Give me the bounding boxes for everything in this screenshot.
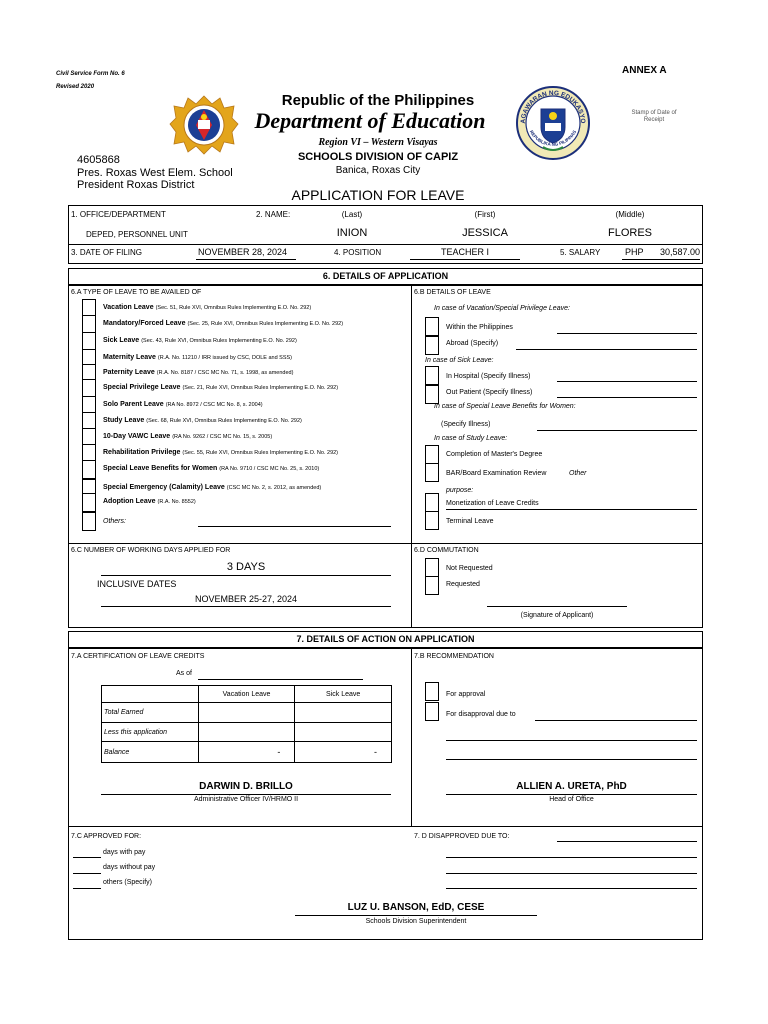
- as-of-line: [198, 679, 363, 680]
- school-name: Pres. Roxas West Elem. School: [77, 167, 233, 179]
- leave-type-item: [103, 465, 319, 473]
- other-label: Other: [569, 470, 587, 477]
- leave-checkbox[interactable]: [82, 493, 96, 512]
- leave-type-note: (Sec. 25, Rule XVI, Omnibus Rules Implementing E.O. No. 292): [187, 321, 344, 327]
- section6d-label: 6.D COMMUTATION: [414, 547, 479, 554]
- abroad-label: Abroad (Specify): [446, 340, 499, 347]
- first-name-label: (First): [474, 210, 496, 219]
- disapproval-line-3: [446, 759, 697, 760]
- first-name-value: JESSICA: [462, 227, 508, 239]
- days-without-pay-label: days without pay: [103, 864, 156, 871]
- leave-type-item: [103, 337, 297, 345]
- leave-type-name: Vacation Leave: [103, 304, 154, 311]
- school-id: 4605868: [77, 154, 120, 166]
- disapproved-line-1: [557, 841, 697, 842]
- others-line: [198, 526, 391, 527]
- middle-name-value: FLORES: [607, 227, 652, 239]
- within-line: [557, 333, 697, 334]
- leave-type-item: [103, 369, 293, 377]
- section7c-label: 7.C APPROVED FOR:: [71, 833, 142, 840]
- disapproval-line-2: [446, 740, 697, 741]
- leave-type-note: (R.A. No. 8187 / CSC MC No. 71, s. 1998, as amended): [156, 370, 294, 376]
- in-hospital-checkbox[interactable]: [425, 366, 439, 385]
- stamp-label: Stamp of Date of Receipt: [631, 110, 677, 123]
- leave-type-note: (Sec. 43, Rule XVI, Omnibus Rules Implementing E.O. No. 292): [141, 338, 297, 344]
- leave-type-item: [103, 498, 196, 506]
- leave-type-item: [103, 417, 302, 425]
- bar-review-checkbox[interactable]: [425, 463, 439, 482]
- district-name: President Roxas District: [77, 179, 195, 191]
- not-requested-checkbox[interactable]: [425, 558, 439, 577]
- section6-divider-v: [411, 285, 412, 628]
- applicant-divider: [68, 244, 703, 245]
- leave-type-note: (RA No. 9262 / CSC MC No. 15, s. 2005): [172, 434, 273, 440]
- office-label: 1. OFFICE/DEPARTMENT: [71, 210, 166, 219]
- leave-credits-table: [101, 685, 392, 763]
- for-approval-label: For approval: [446, 691, 486, 698]
- disapproved-line-2: [446, 857, 697, 858]
- leave-type-name: Special Emergency (Calamity) Leave: [103, 484, 225, 491]
- inclusive-dates-line: [101, 606, 391, 607]
- leave-type-name: 10-Day VAWC Leave: [103, 433, 171, 440]
- form-revision: Revised 2020: [56, 84, 95, 90]
- leave-type-name: Paternity Leave: [103, 369, 155, 376]
- requested-label: Requested: [446, 581, 480, 588]
- credits-cell-vl: -: [198, 742, 295, 763]
- leave-type-note: (CSC MC No. 2, s. 2012, as amended): [226, 485, 322, 491]
- section7-divider-h: [68, 826, 703, 827]
- leave-checkbox[interactable]: [82, 460, 96, 479]
- division-address: Banica, Roxas City: [335, 165, 421, 176]
- outpatient-line: [557, 397, 697, 398]
- in-hospital-label: In Hospital (Specify Illness): [446, 373, 531, 380]
- purpose-label: purpose:: [446, 487, 474, 494]
- inclusive-dates-value: NOVEMBER 25-27, 2024: [194, 594, 298, 604]
- credits-cell-sl: -: [295, 742, 392, 763]
- credits-cell-vl: [198, 703, 295, 723]
- approver-name: LUZ U. BANSON, EdD, CESE: [347, 902, 485, 913]
- leave-type-name: Mandatory/Forced Leave: [103, 320, 186, 327]
- last-name-value: INION: [336, 227, 368, 239]
- section6b-label: 6.B DETAILS OF LEAVE: [414, 289, 491, 296]
- approver-position: Schools Division Superintendent: [365, 918, 467, 925]
- leave-type-item: [103, 433, 272, 441]
- leave-type-note: (R.A. No. 8552): [157, 499, 196, 505]
- monetization-checkbox[interactable]: [425, 493, 439, 512]
- leave-type-note: (Sec. 51, Rule XVI, Omnibus Rules Implementing E.O. No. 292): [155, 305, 312, 311]
- study-header: In case of Study Leave:: [434, 435, 508, 442]
- monetization-line: [446, 509, 697, 510]
- days-with-pay-label: days with pay: [103, 849, 146, 856]
- leave-type-name: Maternity Leave: [103, 354, 156, 361]
- abroad-checkbox[interactable]: [425, 336, 439, 355]
- leave-type-name: Sick Leave: [103, 337, 140, 344]
- section7-divider-v: [411, 648, 412, 826]
- seal-text-bottom: REPUBLIKA NG PILIPINAS: [528, 129, 578, 147]
- credits-row-label: Total Earned: [102, 703, 199, 723]
- section7b-label: 7.B RECOMMENDATION: [414, 653, 494, 660]
- section7d-label: 7. D DISAPPROVED DUE TO:: [414, 833, 510, 840]
- credits-corner-cell: [102, 686, 199, 703]
- credits-cell-vl: [198, 723, 295, 742]
- form-number: Civil Service Form No. 6: [56, 71, 125, 77]
- leave-type-item: [103, 401, 263, 409]
- form-title: APPLICATION FOR LEAVE: [291, 187, 465, 203]
- disapproved-line-4: [446, 888, 697, 889]
- vacation-header: In case of Vacation/Special Privilege Leave:: [434, 305, 570, 312]
- name-label: 2. NAME:: [256, 210, 291, 219]
- position-line: [410, 259, 520, 260]
- credits-header-sick: Sick Leave: [295, 686, 392, 703]
- recommender-line: [446, 794, 697, 795]
- within-philippines-label: Within the Philippines: [446, 324, 513, 331]
- terminal-leave-checkbox[interactable]: [425, 511, 439, 530]
- masters-label: Completion of Master's Degree: [446, 451, 543, 458]
- disapproval-line-1: [535, 720, 697, 721]
- for-approval-checkbox[interactable]: [425, 682, 439, 701]
- days-with-pay-line: [73, 857, 101, 858]
- middle-name-label: (Middle): [615, 210, 645, 219]
- leave-type-item: [103, 320, 343, 328]
- disapproved-line-3: [446, 873, 697, 874]
- annex-label: ANNEX A: [622, 65, 667, 76]
- leave-type-name: Study Leave: [103, 417, 145, 424]
- position-value: TEACHER I: [440, 247, 489, 257]
- specify-illness-label: (Specify Illness): [441, 421, 491, 428]
- masters-checkbox[interactable]: [425, 445, 439, 464]
- leave-type-note: (RA No. 8972 / CSC MC No. 8, s. 2004): [165, 402, 263, 408]
- certifier-position: Administrative Officer IV/HRMO II: [193, 796, 299, 803]
- leave-type-name: Special Privilege Leave: [103, 384, 181, 391]
- salary-value: 30,587.00: [659, 247, 700, 257]
- women-header: In case of Special Leave Benefits for Women:: [434, 403, 576, 410]
- signature-line: [487, 606, 627, 607]
- leave-type-name: Special Leave Benefits for Women: [103, 465, 218, 472]
- recommender-position: Head of Office: [549, 796, 594, 803]
- leave-type-item: [103, 449, 338, 457]
- out-patient-checkbox[interactable]: [425, 385, 439, 404]
- for-disapproval-label: For disapproval due to: [446, 711, 516, 718]
- leave-type-note: (Sec. 21, Rule XVI, Omnibus Rules Implementing E.O. No. 292): [182, 385, 339, 391]
- seal-text: AGAWARAN NG EDUKASYO: [519, 89, 587, 124]
- salary-label: 5. SALARY: [560, 248, 601, 257]
- leave-type-note: (Sec. 55, Rule XVI, Omnibus Rules Implementing E.O. No. 292): [182, 450, 339, 456]
- days-applied-line: [101, 575, 391, 576]
- within-philippines-checkbox[interactable]: [425, 317, 439, 336]
- section6-divider-h: [68, 543, 703, 544]
- leave-type-name: Solo Parent Leave: [103, 401, 164, 408]
- credits-cell-sl: [295, 723, 392, 742]
- as-of-label: As of: [176, 670, 192, 677]
- leave-type-note: (Sec. 68, Rule XVI, Omnibus Rules Implementing E.O. No. 292): [146, 418, 302, 424]
- days-applied-value: 3 DAYS: [226, 561, 266, 573]
- office-value: DEPED, PERSONNEL UNIT: [86, 230, 188, 239]
- leave-type-item: [103, 384, 338, 392]
- credits-row-label: Less this application: [102, 723, 199, 742]
- for-disapproval-checkbox[interactable]: [425, 702, 439, 721]
- filing-date-label: 3. DATE OF FILING: [71, 248, 142, 257]
- leave-type-name: Rehabilitation Privilege: [103, 449, 181, 456]
- filing-date-value: NOVEMBER 28, 2024: [198, 247, 288, 257]
- department-title: Department of Education: [254, 108, 486, 133]
- republic-title: Republic of the Philippines: [281, 92, 475, 109]
- certifier-line: [101, 794, 391, 795]
- division-label: SCHOOLS DIVISION OF CAPIZ: [297, 151, 459, 163]
- section6-heading: 6. DETAILS OF APPLICATION: [322, 271, 449, 281]
- leave-type-item: [103, 484, 321, 492]
- leave-type-note: (R.A. No. 11210 / IRR issued by CSC, DOLE and SSS): [157, 355, 293, 361]
- certifier-name: DARWIN D. BRILLO: [199, 781, 293, 792]
- recommender-name: ALLIEN A. URETA, PhD: [516, 781, 627, 792]
- requested-checkbox[interactable]: [425, 576, 439, 595]
- section7-heading: 7. DETAILS OF ACTION ON APPLICATION: [296, 634, 475, 644]
- filing-date-line: [196, 259, 296, 260]
- region-label: Region VI – Western Visayas: [318, 137, 438, 148]
- terminal-leave-label: Terminal Leave: [446, 518, 494, 525]
- leave-type-name: Adoption Leave: [103, 498, 156, 505]
- credits-cell-sl: [295, 703, 392, 723]
- section7a-label: 7.A CERTIFICATION OF LEAVE CREDITS: [71, 653, 205, 660]
- credits-row-label: Balance: [102, 742, 199, 763]
- leave-type-item: [103, 304, 311, 312]
- days-without-pay-line: [73, 873, 101, 874]
- sick-header: In case of Sick Leave:: [425, 357, 494, 364]
- bar-review-label: BAR/Board Examination Review: [446, 470, 547, 477]
- inclusive-dates-label: INCLUSIVE DATES: [97, 579, 177, 589]
- abroad-line: [516, 349, 697, 350]
- out-patient-label: Out Patient (Specify Illness): [446, 389, 533, 396]
- last-name-label: (Last): [341, 210, 363, 219]
- leave-type-note: (RA No. 9710 / CSC MC No. 25, s. 2010): [219, 466, 320, 472]
- specify-illness-line: [537, 430, 697, 431]
- others-label: Others:: [103, 518, 126, 525]
- credits-header-vacation: Vacation Leave: [198, 686, 295, 703]
- others-specify-label: others (Specify): [103, 879, 153, 886]
- salary-line: [622, 259, 700, 260]
- monetization-label: Monetization of Leave Credits: [446, 500, 539, 507]
- section6a-label: 6.A TYPE OF LEAVE TO BE AVAILED OF: [71, 289, 202, 296]
- leave-checkbox-others[interactable]: [82, 512, 96, 531]
- others-specify-line: [73, 888, 101, 889]
- approver-line: [295, 915, 537, 916]
- section6c-label: 6.C NUMBER OF WORKING DAYS APPLIED FOR: [71, 547, 231, 554]
- not-requested-label: Not Requested: [446, 565, 493, 572]
- hospital-line: [557, 381, 697, 382]
- salary-currency: PHP: [625, 247, 644, 257]
- position-label: 4. POSITION: [334, 248, 382, 257]
- leave-type-item: [103, 354, 292, 362]
- signature-label: (Signature of Applicant): [520, 612, 594, 619]
